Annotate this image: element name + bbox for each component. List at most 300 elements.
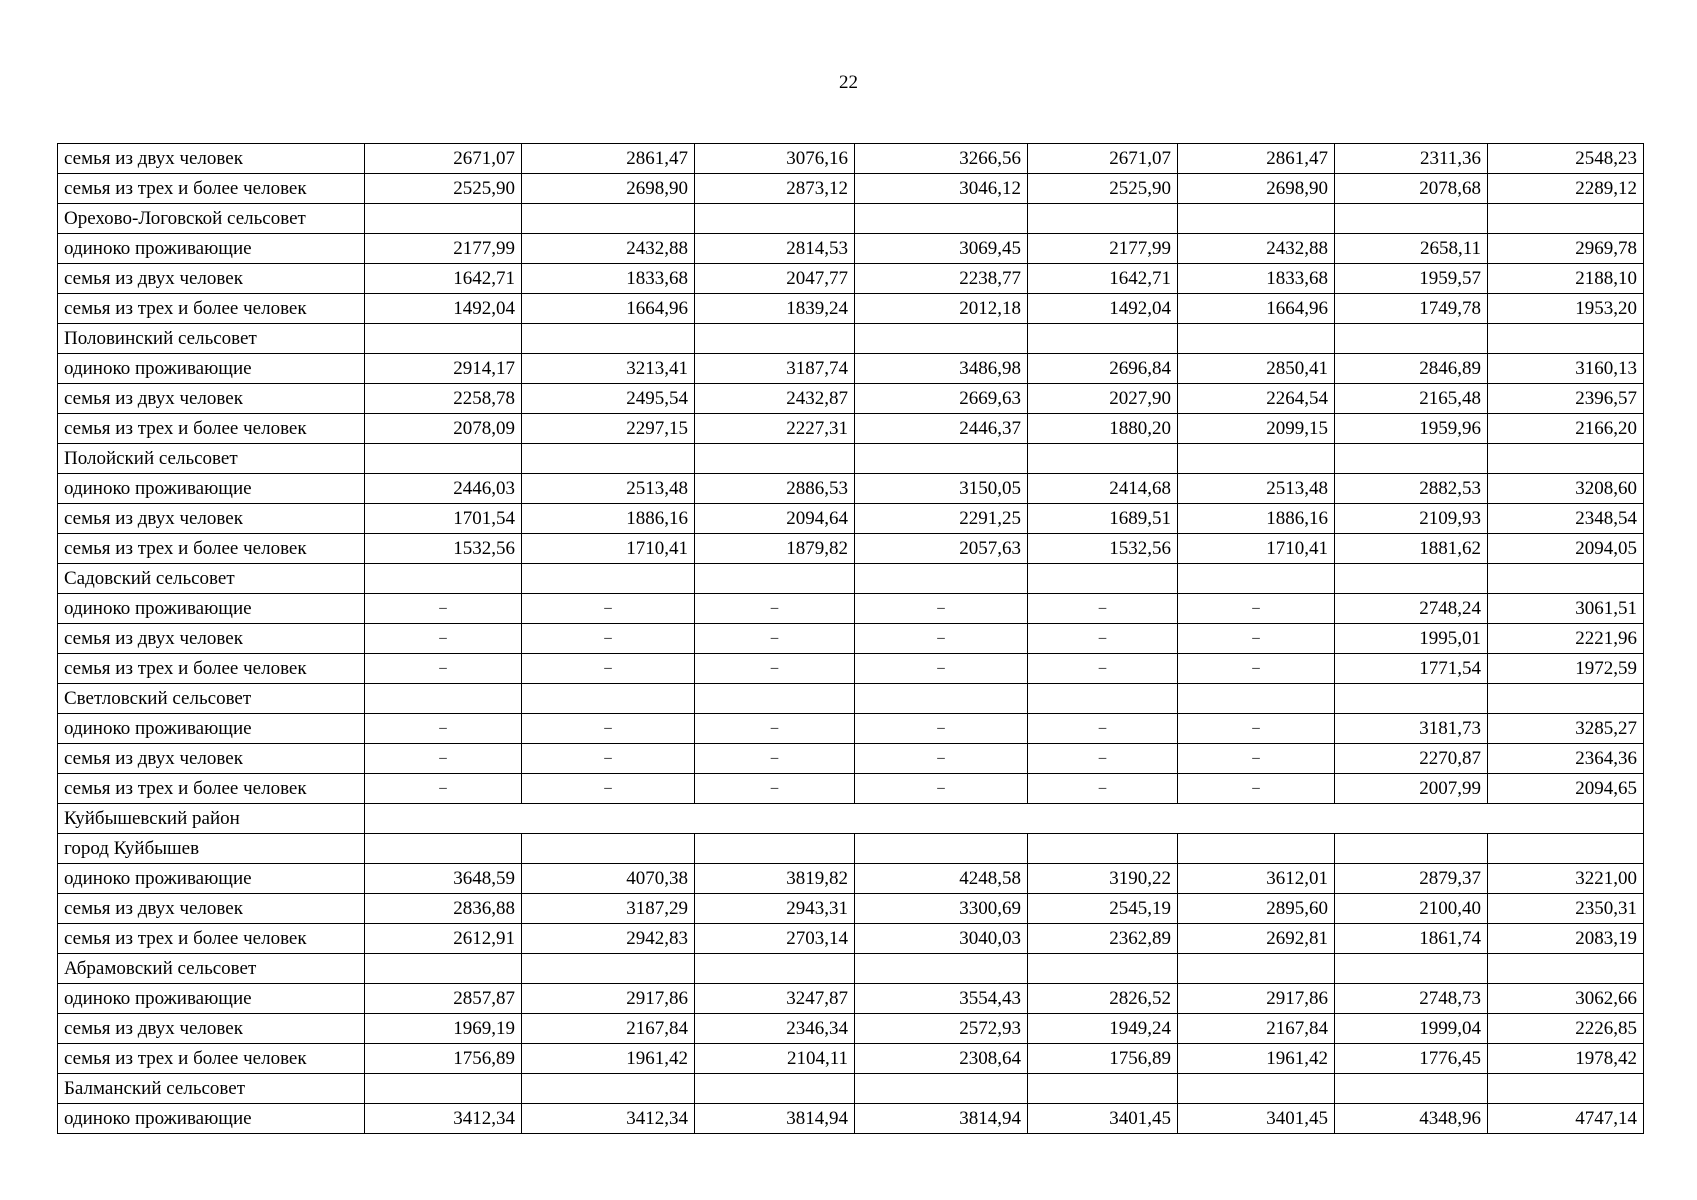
- table-cell: 2167,84: [1178, 1014, 1335, 1044]
- table-cell: 2348,54: [1488, 504, 1644, 534]
- row-label: семья из трех и более человек: [58, 534, 365, 564]
- table-cell: 1776,45: [1335, 1044, 1488, 1074]
- table-row: [58, 1014, 1644, 1044]
- table-cell: 3266,56: [855, 144, 1028, 174]
- empty-cell: [1178, 954, 1335, 984]
- table-cell: 1961,42: [1178, 1044, 1335, 1074]
- table-cell: 2513,48: [1178, 474, 1335, 504]
- empty-cell: [695, 564, 855, 594]
- table-cell: –: [695, 774, 855, 804]
- table-cell: 3300,69: [855, 894, 1028, 924]
- table-cell: 2814,53: [695, 234, 855, 264]
- row-label: одиноко проживающие: [58, 594, 365, 624]
- table-cell: –: [522, 654, 695, 684]
- table-cell: 2291,25: [855, 504, 1028, 534]
- empty-cell: [1028, 444, 1178, 474]
- table-row: [58, 354, 1644, 384]
- table-cell: 2350,31: [1488, 894, 1644, 924]
- table-cell: –: [1028, 624, 1178, 654]
- table-cell: 2258,78: [365, 384, 522, 414]
- table-cell: 2969,78: [1488, 234, 1644, 264]
- empty-cell: [1028, 324, 1178, 354]
- empty-cell: [522, 684, 695, 714]
- empty-cell: [695, 1074, 855, 1104]
- row-label: Половинский сельсовет: [58, 324, 365, 354]
- table-cell: 2104,11: [695, 1044, 855, 1074]
- table-cell: 2548,23: [1488, 144, 1644, 174]
- table-cell: 2942,83: [522, 924, 695, 954]
- table-row: [58, 474, 1644, 504]
- table-cell: 2177,99: [365, 234, 522, 264]
- table-cell: 2658,11: [1335, 234, 1488, 264]
- table-cell: 3069,45: [855, 234, 1028, 264]
- row-label: одиноко проживающие: [58, 354, 365, 384]
- table-cell: 2100,40: [1335, 894, 1488, 924]
- empty-cell: [522, 444, 695, 474]
- empty-cell: [1028, 204, 1178, 234]
- table-row: [58, 534, 1644, 564]
- table-cell: 1710,41: [1178, 534, 1335, 564]
- table-row: [58, 984, 1644, 1014]
- section-header-row: [58, 324, 1644, 354]
- empty-cell: [855, 954, 1028, 984]
- empty-cell: [1335, 834, 1488, 864]
- table-row: [58, 1104, 1644, 1134]
- table-cell: 2078,68: [1335, 174, 1488, 204]
- table-row: [58, 504, 1644, 534]
- empty-cell: [522, 324, 695, 354]
- table-cell: 2012,18: [855, 294, 1028, 324]
- row-label: Полойский сельсовет: [58, 444, 365, 474]
- empty-cell: [1178, 1074, 1335, 1104]
- table-cell: –: [855, 654, 1028, 684]
- empty-cell: [1335, 564, 1488, 594]
- empty-cell: [522, 564, 695, 594]
- table-cell: 3040,03: [855, 924, 1028, 954]
- table-cell: 1949,24: [1028, 1014, 1178, 1044]
- section-header-row: [58, 804, 1644, 834]
- table-cell: 2669,63: [855, 384, 1028, 414]
- row-label: семья из двух человек: [58, 744, 365, 774]
- table-cell: 2432,88: [1178, 234, 1335, 264]
- table-cell: 2886,53: [695, 474, 855, 504]
- table-cell: 3486,98: [855, 354, 1028, 384]
- empty-cell: [695, 324, 855, 354]
- table-cell: 1532,56: [1028, 534, 1178, 564]
- table-cell: –: [1028, 654, 1178, 684]
- table-cell: 3285,27: [1488, 714, 1644, 744]
- table-row: [58, 264, 1644, 294]
- empty-cell: [695, 834, 855, 864]
- page-number: 22: [839, 72, 858, 93]
- empty-cell: [1178, 684, 1335, 714]
- table-row: [58, 174, 1644, 204]
- row-label: семья из двух человек: [58, 144, 365, 174]
- empty-cell: [855, 444, 1028, 474]
- table-cell: 2446,37: [855, 414, 1028, 444]
- table-cell: 3076,16: [695, 144, 855, 174]
- table-cell: –: [695, 714, 855, 744]
- table-cell: 1972,59: [1488, 654, 1644, 684]
- table-cell: 1833,68: [522, 264, 695, 294]
- table-cell: 2671,07: [1028, 144, 1178, 174]
- empty-cell: [695, 444, 855, 474]
- empty-cell: [522, 834, 695, 864]
- table-row: [58, 1044, 1644, 1074]
- empty-cell: [1335, 444, 1488, 474]
- table-cell: 2308,64: [855, 1044, 1028, 1074]
- table-row: [58, 234, 1644, 264]
- table-body: [58, 144, 1644, 1134]
- table-cell: 2612,91: [365, 924, 522, 954]
- table-cell: 3062,66: [1488, 984, 1644, 1014]
- row-label: семья из двух человек: [58, 624, 365, 654]
- section-header-row: [58, 1074, 1644, 1104]
- empty-cell: [855, 324, 1028, 354]
- table-cell: 2748,73: [1335, 984, 1488, 1014]
- empty-cell: [1178, 324, 1335, 354]
- table-cell: –: [1178, 744, 1335, 774]
- table-row: [58, 714, 1644, 744]
- table-cell: 1959,57: [1335, 264, 1488, 294]
- table-cell: 2846,89: [1335, 354, 1488, 384]
- table-cell: –: [1178, 774, 1335, 804]
- table-cell: 2094,64: [695, 504, 855, 534]
- table-cell: –: [855, 774, 1028, 804]
- empty-cell: [1028, 564, 1178, 594]
- table-cell: 1664,96: [1178, 294, 1335, 324]
- table-cell: –: [1178, 624, 1335, 654]
- table-cell: 3187,74: [695, 354, 855, 384]
- table-cell: 1953,20: [1488, 294, 1644, 324]
- empty-cell: [365, 1074, 522, 1104]
- table-cell: 4070,38: [522, 864, 695, 894]
- table-cell: 2083,19: [1488, 924, 1644, 954]
- table-cell: 1999,04: [1335, 1014, 1488, 1044]
- empty-cell: [1178, 204, 1335, 234]
- table-cell: 1532,56: [365, 534, 522, 564]
- section-header-row: [58, 954, 1644, 984]
- table-cell: 2057,63: [855, 534, 1028, 564]
- table-cell: 1969,19: [365, 1014, 522, 1044]
- empty-cell: [365, 204, 522, 234]
- data-table: [57, 143, 1644, 1134]
- table-cell: –: [1028, 594, 1178, 624]
- table-cell: 2094,05: [1488, 534, 1644, 564]
- empty-cell: [1335, 684, 1488, 714]
- table-cell: 3046,12: [855, 174, 1028, 204]
- table-cell: 1756,89: [1028, 1044, 1178, 1074]
- table-cell: 2943,31: [695, 894, 855, 924]
- table-cell: 3814,94: [695, 1104, 855, 1134]
- table-cell: 2698,90: [1178, 174, 1335, 204]
- table-cell: 2696,84: [1028, 354, 1178, 384]
- table-cell: 1664,96: [522, 294, 695, 324]
- table-cell: 1995,01: [1335, 624, 1488, 654]
- row-label: семья из трех и более человек: [58, 414, 365, 444]
- empty-cell: [855, 204, 1028, 234]
- table-cell: 1756,89: [365, 1044, 522, 1074]
- table-cell: 2362,89: [1028, 924, 1178, 954]
- table-cell: 2396,57: [1488, 384, 1644, 414]
- table-cell: –: [365, 594, 522, 624]
- table-cell: –: [365, 744, 522, 774]
- empty-cell: [365, 564, 522, 594]
- table-cell: 2826,52: [1028, 984, 1178, 1014]
- table-cell: 3612,01: [1178, 864, 1335, 894]
- row-label: одиноко проживающие: [58, 474, 365, 504]
- table-cell: 1886,16: [522, 504, 695, 534]
- table-cell: –: [522, 774, 695, 804]
- table-cell: 2513,48: [522, 474, 695, 504]
- table-cell: 3181,73: [1335, 714, 1488, 744]
- table-cell: 2850,41: [1178, 354, 1335, 384]
- table-cell: 2414,68: [1028, 474, 1178, 504]
- table-cell: 2094,65: [1488, 774, 1644, 804]
- table-cell: 1833,68: [1178, 264, 1335, 294]
- table-cell: 1880,20: [1028, 414, 1178, 444]
- table-cell: 3412,34: [365, 1104, 522, 1134]
- table-row: [58, 924, 1644, 954]
- table-cell: 1701,54: [365, 504, 522, 534]
- table-cell: 1642,71: [365, 264, 522, 294]
- table-cell: 3061,51: [1488, 594, 1644, 624]
- section-header-row: [58, 834, 1644, 864]
- empty-cell: [1178, 444, 1335, 474]
- table-cell: 1689,51: [1028, 504, 1178, 534]
- table-cell: 3247,87: [695, 984, 855, 1014]
- row-label: семья из трех и более человек: [58, 1044, 365, 1074]
- table-row: [58, 414, 1644, 444]
- table-cell: 3648,59: [365, 864, 522, 894]
- empty-cell: [1488, 324, 1644, 354]
- row-label: одиноко проживающие: [58, 864, 365, 894]
- table-cell: 2572,93: [855, 1014, 1028, 1044]
- table-cell: –: [1178, 714, 1335, 744]
- table-cell: 2099,15: [1178, 414, 1335, 444]
- empty-cell: [1028, 1074, 1178, 1104]
- table-cell: 1839,24: [695, 294, 855, 324]
- table-cell: 2703,14: [695, 924, 855, 954]
- empty-cell: [1028, 834, 1178, 864]
- table-cell: 2007,99: [1335, 774, 1488, 804]
- table-row: [58, 774, 1644, 804]
- table-cell: 2671,07: [365, 144, 522, 174]
- table-cell: 2914,17: [365, 354, 522, 384]
- empty-cell: [1488, 1074, 1644, 1104]
- table-cell: –: [695, 744, 855, 774]
- empty-cell: [1178, 564, 1335, 594]
- table-cell: 2836,88: [365, 894, 522, 924]
- table-row: [58, 864, 1644, 894]
- empty-cell: [1488, 684, 1644, 714]
- table-cell: 3401,45: [1028, 1104, 1178, 1134]
- empty-cell: [522, 954, 695, 984]
- empty-cell: [855, 684, 1028, 714]
- table-cell: 3819,82: [695, 864, 855, 894]
- row-label: семья из двух человек: [58, 264, 365, 294]
- table-cell: –: [1028, 714, 1178, 744]
- table-cell: 2917,86: [522, 984, 695, 1014]
- row-label: семья из двух человек: [58, 384, 365, 414]
- empty-cell: [855, 834, 1028, 864]
- empty-cell: [1178, 834, 1335, 864]
- empty-cell: [522, 1074, 695, 1104]
- table-cell: 2857,87: [365, 984, 522, 1014]
- table-cell: –: [855, 744, 1028, 774]
- table-cell: 2895,60: [1178, 894, 1335, 924]
- table-row: [58, 624, 1644, 654]
- table-cell: 2167,84: [522, 1014, 695, 1044]
- table-cell: –: [365, 624, 522, 654]
- row-label: Орехово-Логовской сельсовет: [58, 204, 365, 234]
- row-label: семья из двух человек: [58, 504, 365, 534]
- table-cell: 2227,31: [695, 414, 855, 444]
- table-row: [58, 654, 1644, 684]
- empty-cell: [1335, 954, 1488, 984]
- table-cell: 4248,58: [855, 864, 1028, 894]
- empty-cell: [855, 1074, 1028, 1104]
- table-cell: –: [522, 624, 695, 654]
- table-cell: 2364,36: [1488, 744, 1644, 774]
- table-cell: 3150,05: [855, 474, 1028, 504]
- table-cell: 3814,94: [855, 1104, 1028, 1134]
- table-cell: 2166,20: [1488, 414, 1644, 444]
- table-cell: 1749,78: [1335, 294, 1488, 324]
- row-label: семья из двух человек: [58, 1014, 365, 1044]
- table-cell: 2297,15: [522, 414, 695, 444]
- table-cell: 2165,48: [1335, 384, 1488, 414]
- table-row: [58, 594, 1644, 624]
- table-cell: 2221,96: [1488, 624, 1644, 654]
- section-header-row: [58, 444, 1644, 474]
- table-cell: 3160,13: [1488, 354, 1644, 384]
- empty-cell: [1488, 834, 1644, 864]
- table-cell: 2861,47: [522, 144, 695, 174]
- table-cell: –: [1178, 654, 1335, 684]
- table-cell: –: [522, 714, 695, 744]
- row-label: одиноко проживающие: [58, 1104, 365, 1134]
- table-cell: –: [1178, 594, 1335, 624]
- empty-cell: [695, 684, 855, 714]
- table-row: [58, 744, 1644, 774]
- table-cell: 2692,81: [1178, 924, 1335, 954]
- row-label: семья из трех и более человек: [58, 924, 365, 954]
- empty-cell: [365, 684, 522, 714]
- table-cell: 1642,71: [1028, 264, 1178, 294]
- empty-merged-cell: [365, 804, 1644, 834]
- empty-cell: [855, 564, 1028, 594]
- row-label: одиноко проживающие: [58, 234, 365, 264]
- empty-cell: [1335, 1074, 1488, 1104]
- section-header-row: [58, 564, 1644, 594]
- table-cell: 2109,93: [1335, 504, 1488, 534]
- table-cell: –: [365, 774, 522, 804]
- table-cell: 2432,88: [522, 234, 695, 264]
- table-cell: 2264,54: [1178, 384, 1335, 414]
- section-header-row: [58, 684, 1644, 714]
- table-cell: 3221,00: [1488, 864, 1644, 894]
- table-cell: 1771,54: [1335, 654, 1488, 684]
- table-cell: 2879,37: [1335, 864, 1488, 894]
- row-label: город Куйбышев: [58, 834, 365, 864]
- empty-cell: [1335, 324, 1488, 354]
- table-cell: 3187,29: [522, 894, 695, 924]
- table-cell: 2861,47: [1178, 144, 1335, 174]
- table-cell: –: [695, 594, 855, 624]
- table-cell: –: [365, 654, 522, 684]
- table-cell: 2873,12: [695, 174, 855, 204]
- table-cell: –: [855, 714, 1028, 744]
- table-row: [58, 384, 1644, 414]
- table-cell: –: [855, 624, 1028, 654]
- table-cell: 3554,43: [855, 984, 1028, 1014]
- row-label: Абрамовский сельсовет: [58, 954, 365, 984]
- empty-cell: [695, 954, 855, 984]
- table-cell: 2346,34: [695, 1014, 855, 1044]
- row-label: Садовский сельсовет: [58, 564, 365, 594]
- row-label: семья из трех и более человек: [58, 774, 365, 804]
- table-cell: 4348,96: [1335, 1104, 1488, 1134]
- empty-cell: [1028, 954, 1178, 984]
- empty-cell: [1488, 444, 1644, 474]
- table-cell: 2226,85: [1488, 1014, 1644, 1044]
- table-cell: –: [695, 654, 855, 684]
- empty-cell: [1028, 684, 1178, 714]
- row-label: Куйбышевский район: [58, 804, 365, 834]
- table-cell: 2748,24: [1335, 594, 1488, 624]
- empty-cell: [1488, 564, 1644, 594]
- row-label: семья из трех и более человек: [58, 654, 365, 684]
- table-cell: 2047,77: [695, 264, 855, 294]
- empty-cell: [1488, 204, 1644, 234]
- table-cell: 2238,77: [855, 264, 1028, 294]
- table-cell: 2311,36: [1335, 144, 1488, 174]
- table-cell: 2027,90: [1028, 384, 1178, 414]
- table-cell: 1961,42: [522, 1044, 695, 1074]
- table-row: [58, 294, 1644, 324]
- table-cell: –: [522, 594, 695, 624]
- table-cell: –: [522, 744, 695, 774]
- table-cell: 1861,74: [1335, 924, 1488, 954]
- empty-cell: [522, 204, 695, 234]
- table-cell: 2917,86: [1178, 984, 1335, 1014]
- table-cell: 2545,19: [1028, 894, 1178, 924]
- row-label: семья из трех и более человек: [58, 294, 365, 324]
- table-cell: 2289,12: [1488, 174, 1644, 204]
- table-cell: 3190,22: [1028, 864, 1178, 894]
- table-cell: 4747,14: [1488, 1104, 1644, 1134]
- table-cell: 1879,82: [695, 534, 855, 564]
- table-cell: 2188,10: [1488, 264, 1644, 294]
- table-row: [58, 144, 1644, 174]
- row-label: одиноко проживающие: [58, 984, 365, 1014]
- section-header-row: [58, 204, 1644, 234]
- row-label: Балманский сельсовет: [58, 1074, 365, 1104]
- table-cell: 2495,54: [522, 384, 695, 414]
- empty-cell: [365, 324, 522, 354]
- table-cell: 2698,90: [522, 174, 695, 204]
- row-label: семья из трех и более человек: [58, 174, 365, 204]
- table-cell: 2525,90: [365, 174, 522, 204]
- table-cell: –: [1028, 744, 1178, 774]
- empty-cell: [1488, 954, 1644, 984]
- table-cell: –: [855, 594, 1028, 624]
- table-cell: 3208,60: [1488, 474, 1644, 504]
- table-cell: 1978,42: [1488, 1044, 1644, 1074]
- table-cell: 2446,03: [365, 474, 522, 504]
- table-cell: –: [1028, 774, 1178, 804]
